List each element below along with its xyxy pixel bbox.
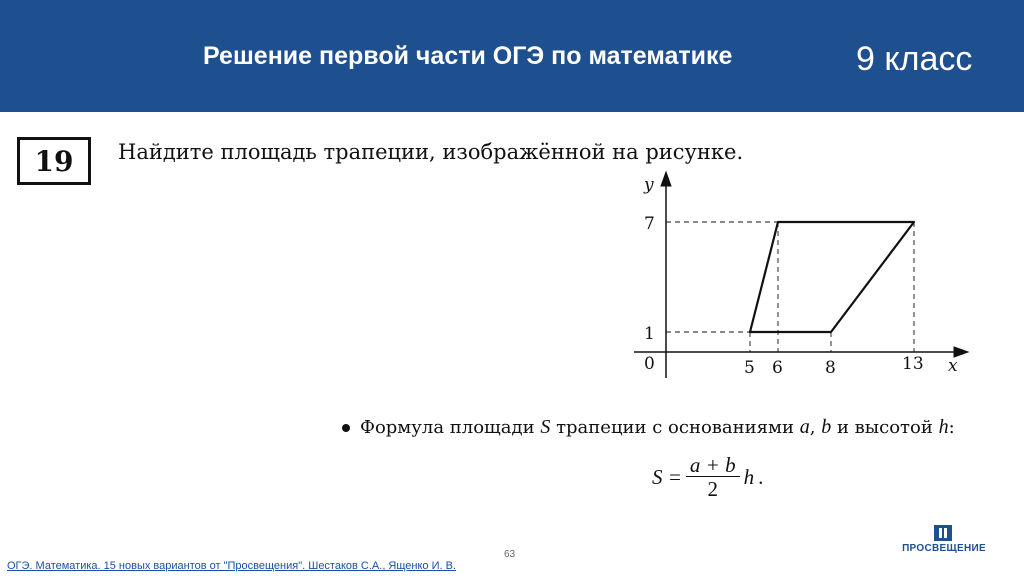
x-tick-6: 6 [772, 358, 783, 378]
formula-h: h [743, 465, 755, 489]
publisher-logo [892, 524, 996, 560]
hint-part-3: и высотой [836, 417, 933, 438]
page-number: 63 [504, 549, 516, 560]
task-statement: Найдите площадь трапеции, изображённой на рисунке. [118, 140, 744, 164]
y-tick-7: 7 [644, 214, 655, 234]
publisher-name: ПРОСВЕЩЕНИЕ [902, 543, 986, 554]
formula-fraction [686, 454, 740, 501]
formula-period: . [758, 465, 764, 489]
page-title: Решение первой части ОГЭ по математике [203, 42, 733, 70]
task-number-box [17, 137, 91, 185]
trapezoid-graph [630, 168, 970, 383]
formula-numerator: a + b [686, 454, 740, 477]
trapezoid [750, 222, 914, 332]
x-axis-label: x [948, 356, 958, 376]
y-axis-arrow [661, 172, 671, 186]
hint-text [360, 416, 955, 439]
var-h: h [938, 416, 949, 438]
x-tick-13: 13 [902, 354, 924, 374]
origin-label: 0 [644, 354, 655, 374]
source-link[interactable]: ОГЭ. Математика. 15 новых вариантов от "Просвещения". Шестаков С.А., Ященко И. В. [7, 560, 457, 572]
bullet-icon [342, 424, 350, 432]
publisher-emblem-icon [932, 524, 954, 542]
grade-label: 9 класс [856, 40, 973, 78]
hint-part-1: Формула площади [360, 417, 535, 438]
hint-colon: : [948, 417, 955, 438]
y-tick-1: 1 [644, 324, 655, 344]
task-number: 19 [34, 144, 74, 178]
hint-part-2: трапеции с основаниями [556, 417, 794, 438]
header-bar [0, 0, 1024, 112]
x-tick-5: 5 [744, 358, 755, 378]
var-a: a [799, 416, 810, 438]
x-tick-8: 8 [825, 358, 836, 378]
formula-denominator: 2 [707, 477, 718, 501]
var-b: b [821, 416, 832, 438]
hint-comma: , [809, 417, 816, 438]
formula-lhs: S = [652, 465, 682, 489]
var-S: S [540, 416, 551, 438]
y-axis-label: y [644, 175, 654, 195]
area-formula [652, 454, 763, 501]
